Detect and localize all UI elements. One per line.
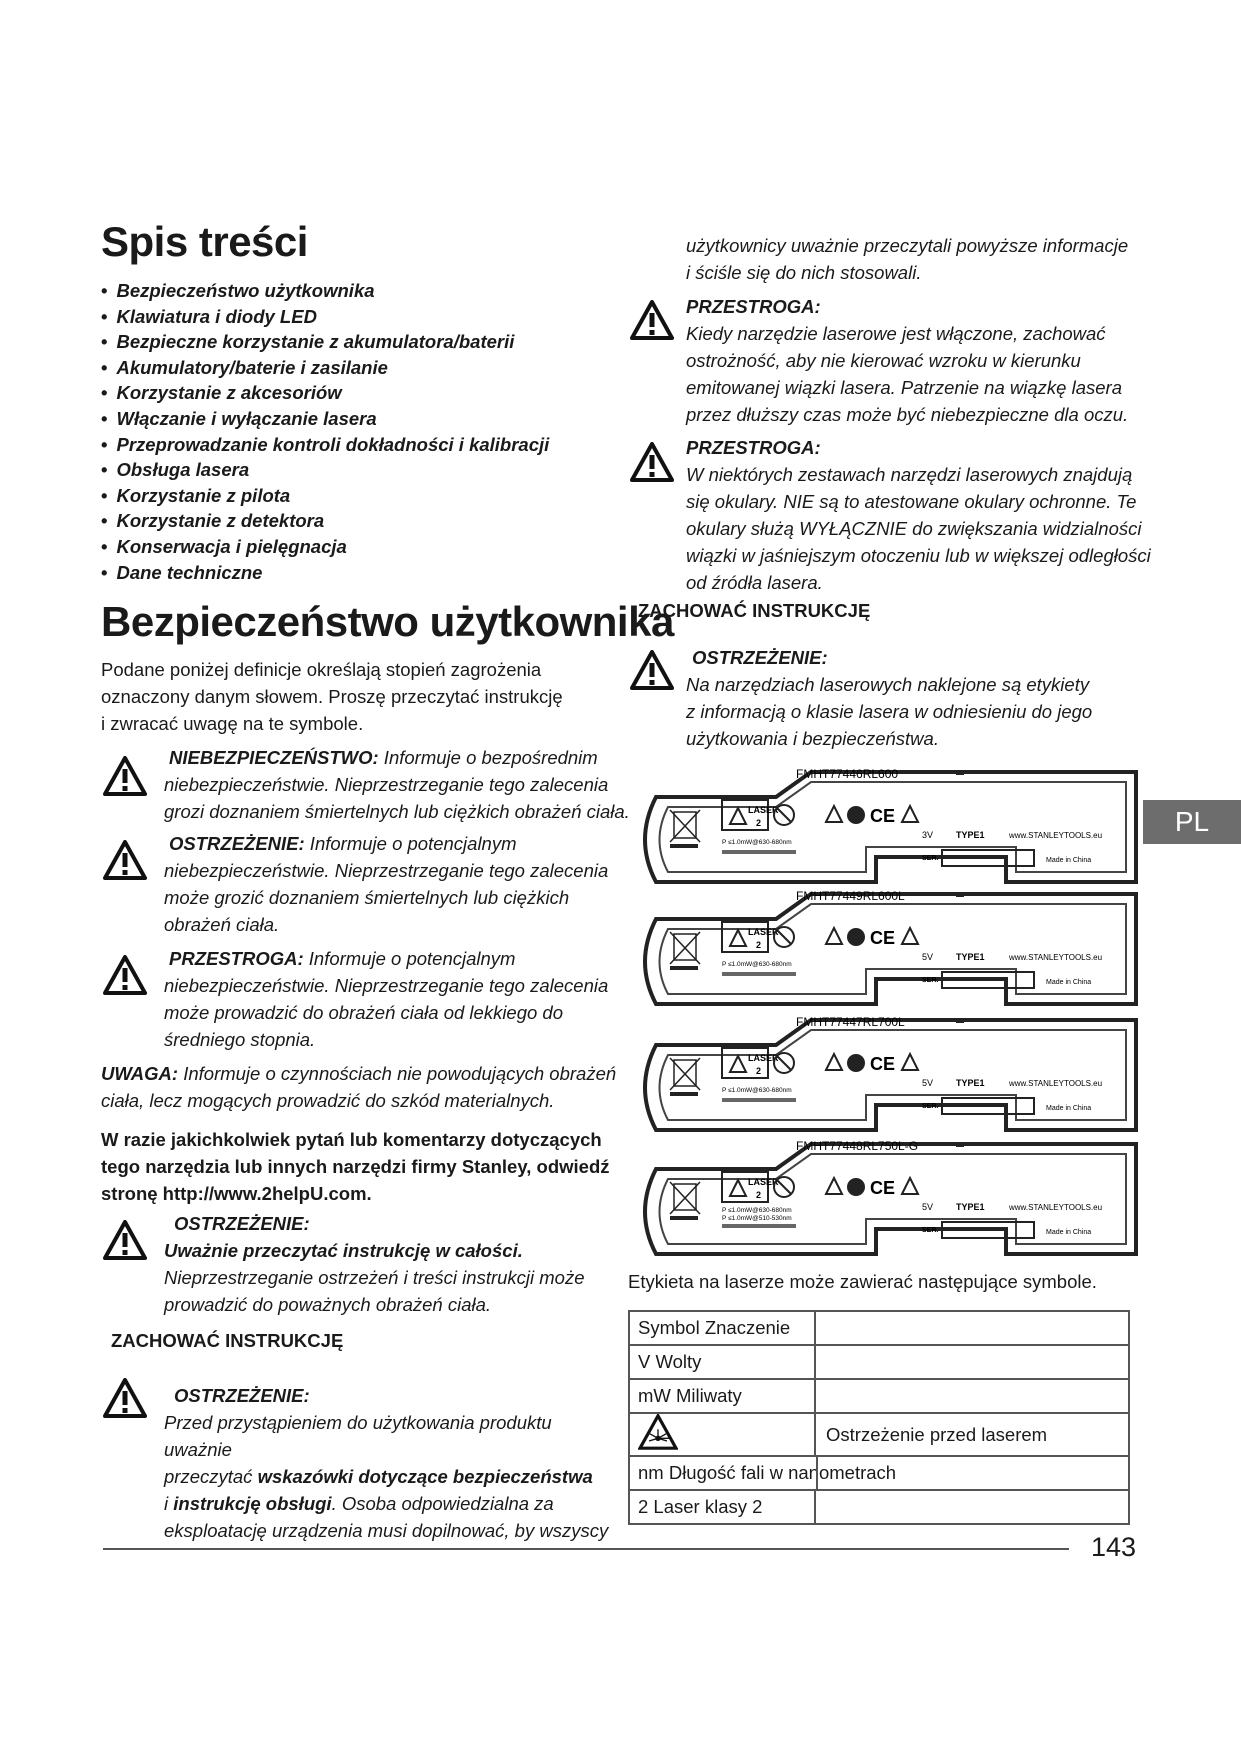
intro-line: i zwracać uwagę na te symbole. xyxy=(101,713,364,734)
warning-text: prowadzić do poważnych obrażeń ciała. xyxy=(164,1294,492,1315)
laser-warning-icon xyxy=(638,1414,678,1450)
label-laser-class: 2 xyxy=(756,1190,762,1200)
warning-triangle-icon xyxy=(103,955,147,995)
warning-text: niebezpieczeństwie. Nieprzestrzeganie tego zalecenia xyxy=(164,860,609,881)
caution-text: Informuje o potencjalnym xyxy=(303,948,516,969)
notice-text: Informuje o czynnościach nie powodujących obrażeń xyxy=(178,1063,617,1084)
ce-mark: CE xyxy=(870,1054,896,1074)
warning-text: przeczytać xyxy=(164,1466,258,1487)
eye-caution xyxy=(686,293,1146,428)
caution-text: może prowadzić do obrażeń ciała od lekkiego do xyxy=(164,1002,564,1023)
laser-label-image xyxy=(626,1010,1140,1140)
toc-item[interactable]: • Włączanie i wyłączanie lasera xyxy=(101,406,621,432)
toc-item[interactable]: • Przeprowadzanie kontroli dokładności i kalibracji xyxy=(101,432,621,458)
table-row xyxy=(629,1311,1129,1345)
language-tab: PL xyxy=(1143,800,1241,844)
continued-text: użytkownicy uważnie przeczytali powyższe informacje xyxy=(686,235,1129,256)
toc-item[interactable]: • Konserwacja i pielęgnacja xyxy=(101,534,621,560)
warning-bold-text: wskazówki dotyczące bezpieczeństwa xyxy=(257,1466,593,1487)
table-row xyxy=(629,1379,1129,1413)
continued-paragraph xyxy=(686,232,1146,286)
toc-item[interactable]: • Korzystanie z akcesoriów xyxy=(101,380,621,406)
table-cell-text: nm Długość fali w nanometrach xyxy=(638,1462,897,1483)
danger-text: niebezpieczeństwie. Nieprzestrzeganie tego zalecenia xyxy=(164,774,609,795)
read-manual-warning xyxy=(164,1210,624,1318)
label-spec: P ≤1.0mW@630-680nm xyxy=(722,961,792,968)
notice-definition xyxy=(101,1060,621,1114)
warning-triangle-icon xyxy=(103,840,147,880)
contact-line: tego narzędzia lub innych narzędzi firmy Stanley, odwiedź xyxy=(101,1156,610,1177)
laser-label-image xyxy=(626,1134,1140,1264)
table-cell xyxy=(815,1490,1129,1524)
label-ser: SER. xyxy=(922,1227,939,1234)
table-cell: Ostrzeżenie przed laserem xyxy=(815,1413,1129,1456)
table-cell: V Wolty xyxy=(629,1345,815,1379)
warning-triangle-icon xyxy=(103,1378,147,1418)
label-type: TYPE1 xyxy=(956,1202,985,1212)
warning-text: Przed przystąpieniem do użytkowania produktu uważnie xyxy=(164,1412,552,1460)
continued-text: i ściśle się do nich stosowali. xyxy=(686,262,922,283)
warning-bold-text: Uważnie przeczytać instrukcję w całości. xyxy=(164,1240,523,1261)
warning-text: z informacją o klasie lasera w odniesieniu do jego xyxy=(686,701,1093,722)
table-row xyxy=(629,1345,1129,1379)
warning-triangle-icon xyxy=(630,650,674,690)
glasses-caution xyxy=(686,434,1156,596)
notice-text: ciała, lecz mogących prowadzić do szkód materialnych. xyxy=(101,1090,555,1111)
symbols-table xyxy=(628,1310,1130,1525)
warning-text: i xyxy=(164,1493,174,1514)
toc-item[interactable]: • Dane techniczne xyxy=(101,560,621,586)
table-cell: mW Miliwaty xyxy=(629,1379,815,1413)
table-row xyxy=(629,1490,1129,1524)
label-type: TYPE1 xyxy=(956,1078,985,1088)
label-made-in: Made in China xyxy=(1046,979,1092,986)
label-laser-text: LASER xyxy=(748,927,779,937)
toc-item[interactable]: • Obsługa lasera xyxy=(101,457,621,483)
label-spec: P ≤1.0mW@630-680nm xyxy=(722,1207,792,1214)
label-ser: SER. xyxy=(922,977,939,984)
label-laser-text: LASER xyxy=(748,1177,779,1187)
intro-line: oznaczony danym słowem. Proszę przeczytać instrukcję xyxy=(101,686,563,707)
label-ser: SER. xyxy=(922,1103,939,1110)
warning-triangle-icon xyxy=(630,300,674,340)
warning-triangle-icon xyxy=(630,442,674,482)
toc-item[interactable]: • Korzystanie z detektora xyxy=(101,508,621,534)
table-header: Symbol Znaczenie xyxy=(629,1311,815,1345)
label-laser-class: 2 xyxy=(756,940,762,950)
danger-label: NIEBEZPIECZEŃSTWO: xyxy=(169,747,379,768)
pre-use-warning xyxy=(164,1382,624,1544)
label-made-in: Made in China xyxy=(1046,1105,1092,1112)
caution-text: wiązki w jaśniejszym otoczeniu lub w większej odległości xyxy=(686,545,1151,566)
toc-item[interactable]: • Bezpieczne korzystanie z akumulatora/baterii xyxy=(101,329,621,355)
warning-text: Na narzędziach laserowych naklejone są etykiety xyxy=(686,674,1090,695)
table-row xyxy=(629,1456,1129,1490)
footer-divider xyxy=(103,1548,1069,1550)
caution-text: od źródła lasera. xyxy=(686,572,823,593)
contact-paragraph xyxy=(101,1126,621,1207)
toc-item[interactable]: • Akumulatory/baterie i zasilanie xyxy=(101,355,621,381)
toc-item[interactable]: • Klawiatura i diody LED xyxy=(101,304,621,330)
toc-item[interactable]: • Korzystanie z pilota xyxy=(101,483,621,509)
danger-definition xyxy=(164,744,630,825)
label-type: TYPE1 xyxy=(956,952,985,962)
caution-text: emitowanej wiązki lasera. Patrzenie na wiązkę lasera xyxy=(686,377,1122,398)
label-laser-text: LASER xyxy=(748,1053,779,1063)
warning-text: . Osoba odpowiedzialna za xyxy=(331,1493,554,1514)
label-spec: P ≤1.0mW@630-680nm xyxy=(722,1087,792,1094)
warning-text: Nieprzestrzeganie ostrzeżeń i treści instrukcji może xyxy=(164,1267,585,1288)
warning-label: OSTRZEŻENIE: xyxy=(174,1213,310,1234)
warning-triangle-icon xyxy=(103,756,147,796)
warning-bold-text: instrukcję obsługi xyxy=(173,1493,332,1514)
warning-label: OSTRZEŻENIE: xyxy=(169,833,305,854)
label-website: www.STANLEYTOOLS.eu xyxy=(1009,1079,1103,1088)
caution-text: ostrożność, aby nie kierować wzroku w kierunku xyxy=(686,350,1081,371)
table-cell xyxy=(629,1456,1129,1490)
caution-label: PRZESTROGA: xyxy=(169,948,304,969)
caution-text: Kiedy narzędzie laserowe jest włączone, zachować xyxy=(686,323,1106,344)
caution-label: PRZESTROGA: xyxy=(686,437,821,458)
label-voltage: 3V xyxy=(922,830,934,840)
toc-list xyxy=(101,278,621,585)
warning-text: użytkowania i bezpieczeństwa. xyxy=(686,728,939,749)
label-website: www.STANLEYTOOLS.eu xyxy=(1009,1203,1103,1212)
label-voltage: 5V xyxy=(922,952,934,962)
label-made-in: Made in China xyxy=(1046,857,1092,864)
label-model: FMHT77446RL600 xyxy=(796,767,899,781)
caution-text: się okulary. NIE są to atestowane okulary ochronne. Te xyxy=(686,491,1137,512)
caution-text: przez dłuższy czas może być niebezpieczne dla oczu. xyxy=(686,404,1129,425)
table-cell xyxy=(815,1345,1129,1379)
keep-instructions-heading: ZACHOWAĆ INSTRUKCJĘ xyxy=(111,1330,344,1351)
warning-text: może grozić doznaniem śmiertelnych lub ciężkich xyxy=(164,887,570,908)
warning-text: obrażeń ciała. xyxy=(164,914,280,935)
section-title: Bezpieczeństwo użytkownika xyxy=(101,598,674,645)
table-cell: 2 Laser klasy 2 xyxy=(629,1490,815,1524)
notice-label: UWAGA: xyxy=(101,1063,179,1084)
table-cell xyxy=(815,1379,1129,1413)
label-laser-class: 2 xyxy=(756,1066,762,1076)
ce-mark: CE xyxy=(870,806,896,826)
toc-title: Spis treści xyxy=(101,218,308,265)
label-laser-text: LASER xyxy=(748,805,779,815)
caution-label: PRZESTROGA: xyxy=(686,296,821,317)
label-warning xyxy=(686,644,1146,752)
caution-text: W niektórych zestawach narzędzi laserowych znajdują xyxy=(686,464,1133,485)
warning-definition xyxy=(164,830,624,938)
table-row xyxy=(629,1413,1129,1456)
ce-mark: CE xyxy=(870,928,896,948)
symbols-intro: Etykieta na laserze może zawierać następujące symbole. xyxy=(628,1271,1097,1292)
label-model: FMHT77447RL700L xyxy=(796,1015,905,1029)
contact-link[interactable]: stronę http://www.2helpU.com. xyxy=(101,1183,372,1204)
danger-text: Informuje o bezpośrednim xyxy=(378,747,598,768)
label-ser: SER. xyxy=(922,855,939,862)
ce-mark: CE xyxy=(870,1178,896,1198)
laser-label-image xyxy=(626,884,1140,1014)
danger-text: grozi doznaniem śmiertelnych lub ciężkich obrażeń ciała. xyxy=(164,801,630,822)
label-voltage: 5V xyxy=(922,1202,934,1212)
warning-label: OSTRZEŻENIE: xyxy=(692,647,828,668)
page-number: 143 xyxy=(1091,1532,1137,1562)
warning-text: eksploatację urządzenia musi dopilnować, by wszyscy xyxy=(164,1520,609,1541)
label-made-in: Made in China xyxy=(1046,1229,1092,1236)
label-model: FMHT77448RL750L-G xyxy=(796,1139,919,1153)
warning-label: OSTRZEŻENIE: xyxy=(174,1385,310,1406)
toc-item[interactable]: • Bezpieczeństwo użytkownika xyxy=(101,278,621,304)
caution-text: okulary służą WYŁĄCZNIE do zwiększania widzialności xyxy=(686,518,1142,539)
caution-text: niebezpieczeństwie. Nieprzestrzeganie tego zalecenia xyxy=(164,975,609,996)
label-website: www.STANLEYTOOLS.eu xyxy=(1009,953,1103,962)
caution-text: średniego stopnia. xyxy=(164,1029,316,1050)
caution-definition xyxy=(164,945,624,1053)
label-voltage: 5V xyxy=(922,1078,934,1088)
label-website: www.STANLEYTOOLS.eu xyxy=(1009,831,1103,840)
label-model: FMHT77449RL600L xyxy=(796,889,905,903)
laser-label-image xyxy=(626,762,1140,892)
contact-line: W razie jakichkolwiek pytań lub komentarzy dotyczących xyxy=(101,1129,602,1150)
label-laser-class: 2 xyxy=(756,818,762,828)
label-spec: P ≤1.0mW@510-530nm xyxy=(722,1215,792,1222)
intro-paragraph xyxy=(101,656,621,737)
warning-text: Informuje o potencjalnym xyxy=(304,833,517,854)
keep-instructions-heading: ZACHOWAĆ INSTRUKCJĘ xyxy=(638,600,871,621)
table-cell xyxy=(629,1413,815,1456)
table-cell xyxy=(815,1311,1129,1345)
label-type: TYPE1 xyxy=(956,830,985,840)
warning-triangle-icon xyxy=(103,1220,147,1260)
label-spec: P ≤1.0mW@630-680nm xyxy=(722,839,792,846)
intro-line: Podane poniżej definicje określają stopień zagrożenia xyxy=(101,659,542,680)
